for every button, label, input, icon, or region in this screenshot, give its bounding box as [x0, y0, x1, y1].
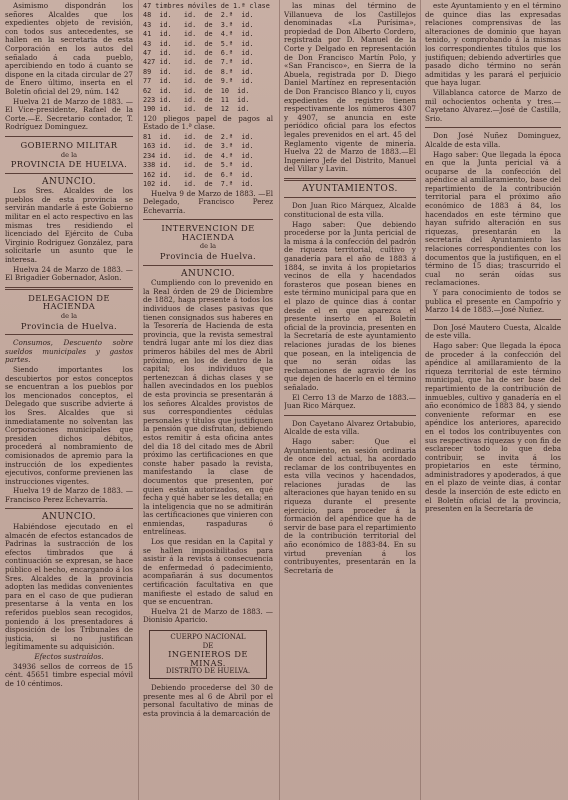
- list-item: 162 id. id. de 6.ª id.: [143, 170, 254, 179]
- paragraph: Villablanca catorce de Marzo de mil ochocientos ochenta y tres.—Cayetano Alvarez.—José de Castilla, Srio.: [425, 87, 561, 123]
- list-item: 223 id. id. de 11 id.: [143, 96, 250, 105]
- column-1: [5, 2, 133, 798]
- paragraph: Hago saber: Que debiendo procederse por la Junta pericial de la misma á la confección del padrón de riqueza territorial, cultivo y ganadería para el año de 1883 á 1884, se invita á los propietarios vecinos de ella y hacendados forasteros que posean bienes en este término municipal para que en el plazo de quince dias á contar desde el en que aparezca el presente inserto en el Boletín oficial de la provincia, presenten en la Secretaría de este ayuntamiento relaciones juradas de los bienes que posean, en la inteligencia de que no serán oídas las reclamaciones de agravio de los que dejen de hacerlo en el término señalado.: [284, 219, 416, 392]
- list-item: 48 id. id. de 2.ª id.: [143, 11, 254, 20]
- divider: [5, 334, 133, 335]
- divider: [284, 415, 416, 416]
- paragraph: Habiéndose ejecutado en el almacén de efectos estancados de Padrinas la sustracción de los efectos timbrados que á continuación se expresan, se hace público el hecho, encargando á los Sres. Alcaldes de la provincia adopten las medidas convenientes para en el caso de que pudieran presentarse á la venta en los referidos pueblos sean recogidos, poniendo á los presentadores á disposición de los Tribunales de justicia, si no justifican legítimamente su adquisición.: [5, 522, 133, 652]
- paragraph: Don José Nuñez Dominguez, Alcalde de esta villa.: [425, 131, 561, 149]
- paragraph: 34936 sellos de correos de 15 cént. 45651 timbre especial móvil de 10 céntimos.: [5, 661, 133, 688]
- paragraph: Asimismo dispondrán los señores Alcaldes que los expedientes objeto de revisión, con todos sus antecedentes, se hallen en la secretaria de esta Corporación en los autos del señalado á cada pueblo, apercibiendo en todo á cuanto se dispone en la citada circular de 27 de Enero último, inserta en el Boletín oficial del 29, núm. 142: [5, 2, 133, 96]
- subheading: Efectos sustraídos.: [34, 651, 104, 661]
- list-item: 43 id. id. de 5.ª id.: [143, 39, 254, 48]
- section-heading: GOBIERNO MILITAR: [20, 139, 118, 150]
- list-item: 47 timbres móviles de 1.ª clase: [143, 2, 270, 10]
- divider: [5, 173, 133, 174]
- paragraph: Cumpliendo con lo prevenido en la Real órden de 29 de Diciembre de 1882, haga presente á todos los individuos de clases pasivas que tienen consignados sus haberes en la Tesorería de Hacienda de esta provincia, que la revista semestral tendrá lugar ante mí los diez dias primeros hábiles del mes de Abril próximo, en los de dentro de la capital; los individuos que pertenezcan á dichas clases y se hallen avecindados en los pueblos de esta provincia se presentarán á los señores Alcaldes provistos de sus correspondientes cédulas personales y títulos que justifiquen la pensión que disfrutan, debiendo estos remitir á esta oficina antes del dia 18 del citado mes de Abril próximo las certificaciones en que conste haber pasado la revista, manifestando la clase de documentos que presenten, por quien están autorizados, en qué fecha y qué haber se les detalla; en la inteligencia que no se admitirán las certificaciones que vinieren con enmiendas, raspaduras ó entrelíneas.: [143, 278, 273, 537]
- list-item: 89 id. id. de 8.ª id.: [143, 67, 254, 76]
- divider: [5, 508, 133, 509]
- paragraph: Don Cayetano Alvarez Ortabubio, Alcalde de esta villa.: [284, 418, 416, 437]
- list-item: 43 id. id. de 3.ª id.: [143, 20, 254, 29]
- paragraph: Los que residan en la Capital y se hallen imposibilitados para asistir á la revista á consecuencia de enfermedad ó padecimiento, acompañarán á sus documentos certificación facultativa en que manifieste el estado de salud en que se encuentran.: [143, 537, 273, 607]
- column-divider: [420, 0, 421, 800]
- section-heading: Provincia de Huelva.: [20, 320, 118, 331]
- divider: [5, 287, 133, 290]
- section-box: [149, 630, 267, 679]
- paragraph: Huelva 21 de Marzo de 1883. —El Vice-presidente, Rafael de la Corte.—E. Secretario contador, T. Rodríguez Dominguez.: [5, 96, 133, 132]
- paragraph: Huelva 21 de Marzo de 1883. —Dionisio Aparicio.: [143, 606, 273, 625]
- paragraph: Don José Mautero Cuesta, Alcalde de este villa.: [425, 322, 561, 341]
- paragraph: Huelva 24 de Marzo de 1883. —El Brigadier Gobernador, Aslon.: [5, 264, 133, 283]
- paragraph: Los Sres. Alcaldes de los pueblos de esta provincia se servirán mandarle á este Gobierno militar en el acto respectivo en las mismas tres residiendo el licenciado del Ejército de Cuba Virginio Rodriguez González, para solicitarle un asunto que le interesa.: [5, 186, 133, 265]
- section-heading: de la: [60, 150, 78, 159]
- list-item: 77 id. id. de 9.ª id.: [143, 77, 254, 86]
- list-item: 163 id. id. de 3.ª id.: [143, 142, 254, 151]
- section-heading: DELEGACION DE HACIENDA: [28, 292, 110, 312]
- divider: [143, 265, 273, 266]
- box-line: CUERPO NACIONAL: [170, 633, 246, 641]
- paragraph: este Ayuntamiento y en el término de quince dias las expresadas relaciones comprensivas de las alteraciones de dominio que hayan tenido, y comprobando á la mismas los correspondientes títulos que los justifiquen; debiendo advertirles que pasado dicho término no serán admitidas y les parará el perjuicio que haya lugar.: [425, 2, 561, 88]
- paragraph: Huelva 9 de Marzo de 1883. —El Delegado, Francisco Perez Echevarría.: [143, 188, 273, 215]
- list-item: 427 id. id. de 7.ª id.: [143, 58, 254, 67]
- list-item: 47 id. id. de 6.ª id.: [143, 49, 254, 58]
- divider: [143, 219, 273, 220]
- list-item: 102 id. id. de 7.ª id.: [143, 180, 254, 189]
- list-item: 41 id. id. de 4.ª id.: [143, 30, 254, 39]
- section-heading: Provincia de Huelva.: [159, 251, 257, 262]
- list-item: 190 id. id. de 12 id.: [143, 105, 250, 114]
- announcement-heading: ANUNCIO.: [42, 176, 96, 187]
- list-item: 81 id. id. de 2.ª id.: [143, 133, 254, 142]
- box-line: INGENIEROS DE MINAS.: [168, 649, 248, 668]
- paragraph: Hago saber: Que el Ayuntamiento, en sesión ordinaria de once del actual, ha acordado reclamar de los contribuyentes en esta villa vecinos y hacendados, relaciones juradas de las alteraciones que hayan tenido en su riqueza durante el presente ejercicio, para proceder á la formación del apéndice que ha de servir de base para el repartimiento de la contribución territorial del año económico de 1883-84. En su virtud prevenían á los contribuyentes, presentarán en la Secretaría de: [284, 436, 416, 575]
- divider: [284, 197, 416, 198]
- paragraph: Siendo importantes los descubiertos por estos conceptos se encuentran a los pueblos por los mencionados conceptos, el Delegado que suscribe advierte á los Sres. Alcaldes que si inmediatamente no solventan las Corporaciones municipales que presiden dichos débitos, procederá al nombramiento de comisionados de apremio para la instrucción de los expedientes ejecutivos, conforme previenen las instrucciones vigentes.: [5, 364, 133, 486]
- paragraph: Hago saber: Que llegada la época en que la Junta pericial vá á ocuparse de la confección del apéndice al amillaramiento, base del repartimiento de la contribución territorial para el próximo año económico de 1883 á 84, los hacendados en este término que hayan sufrido alteración en sus riquezas, presentarán en la secretaría del Ayuntamiento las relaciones correspondientes con los documentos que la justifiquen, en el término de 15 dias; trascurrido el cual no serán oídas sus reclamaciones.: [425, 149, 561, 288]
- box-line: DE: [202, 641, 214, 650]
- list-item: 338 id. id. de 5.ª id.: [143, 161, 254, 170]
- section-heading: INTERVENCION DE HACIENDA: [161, 223, 255, 242]
- column-4: [425, 2, 561, 798]
- paragraph: Debiendo procederse del 30 de presente mes al 6 de Abril por el personal facultativo de minas de esta provincia á la demarcación de: [143, 682, 273, 718]
- divider: [284, 178, 416, 181]
- list-item: 62 id. id. de 10 id.: [143, 86, 250, 95]
- divider: [5, 136, 133, 137]
- list-item: 120 pliegos papel de pagos al Estado de 1.ª clase.: [143, 113, 273, 132]
- paragraph: Don Juan Rico Márquez, Alcalde constitucional de esta villa.: [284, 201, 416, 220]
- list-item: 234 id. id. de 4.ª id.: [143, 151, 254, 160]
- section-heading: de la: [60, 312, 78, 320]
- paragraph: El Cerro 13 de Marzo de 1883.—Juan Rico Márquez.: [284, 392, 416, 411]
- box-line: DISTRITO DE HUELVA.: [165, 667, 251, 676]
- paragraph: Hago saber: Que llegada la época de proceder á la confección del apéndice al amillaramiento de la riqueza territorial de este término municipal, que ha de ser base del repartimiento de la contribución de inmuebles, cultivo y ganadería en el año económico de 1883 84, y siendo conveniente reformar en ese apéndice los anteriores, aparecido en el todos los contribuyentes con sus respectivas riquezas y con fin de esclarecer todo lo que deba contribuir, se invita á los propietarios en este término, administradores y apoderados, á que en el plazo de veinte dias, á contar desde la inserción de este edicto en el Boletín oficial de la provincia, presenten en la Secretaría de: [425, 340, 561, 514]
- paragraph: Huelva 19 de Marzo de 1883. —Francisco Perez Echevarría.: [5, 486, 133, 504]
- section-heading: AYUNTAMIENTOS.: [302, 183, 398, 194]
- column-divider: [279, 0, 280, 800]
- divider: [425, 127, 561, 128]
- announcement-heading: ANUNCIO.: [181, 268, 235, 279]
- column-3: [284, 2, 416, 798]
- column-2: [143, 2, 273, 798]
- subheading: Consumos, Descuento sobre sueldos municipales y gastos partes.: [5, 338, 133, 365]
- column-divider: [138, 0, 139, 800]
- paragraph: Y para conocimiento de todos se publica el presente en Campofrio y Marzo 14 de 1883.—José Nuñez.: [425, 288, 561, 315]
- section-heading: PROVINCIA DE HUELVA.: [10, 159, 128, 170]
- section-heading: de la: [199, 242, 217, 251]
- paragraph: las minas del término de Villanueva de los Castillejos denominadas «La Purísima», propiedad de Don Alberto Cordero, registrada por D. Manuel de la Corte y Delgado en representación de Don Francisco Martín Polo, y «San Francisco», en Sierra de la Abuela, registrada por D. Diego Daniel Martínez en representación de Don Francisco Blanco y li, cuyos expedientes de registro tienen respectivamente los números 4307 y 4907, se anuncia en este periódico oficial para los efectos legales prevenidos en el art. 45 del Reglamento vigente de minería. Huelva 22 de Marzo de 1883.—El Ingeniero Jefe del Distrito, Manuel del Villar y Lavin.: [284, 2, 416, 174]
- announcement-heading: ANUNCIO.: [42, 512, 96, 523]
- divider: [425, 319, 561, 320]
